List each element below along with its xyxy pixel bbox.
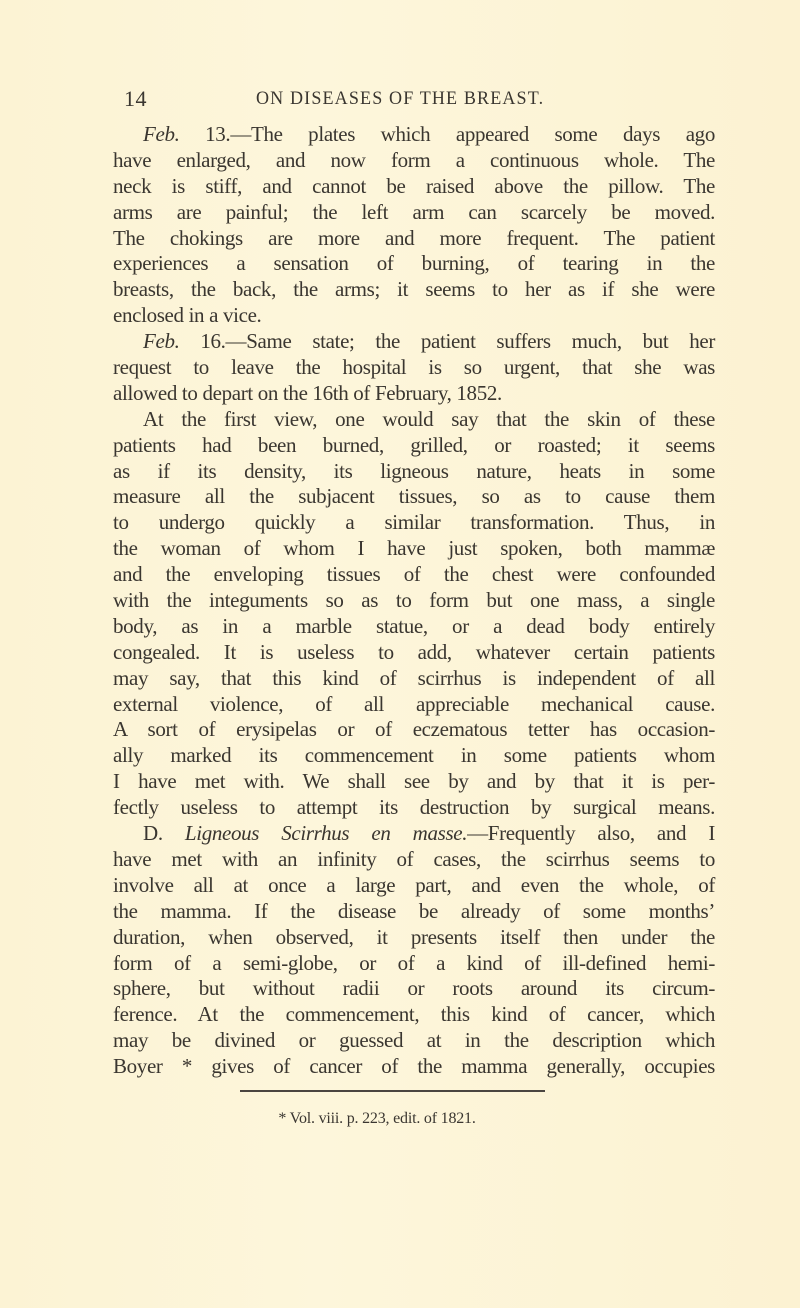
body-text xyxy=(113,122,715,1080)
text-line xyxy=(113,692,715,718)
text-line xyxy=(113,562,715,588)
line-text: body, as in a marble statue, or a dead body entirely xyxy=(113,613,715,638)
line-text: fectly useless to attempt its destruction by surgical means. xyxy=(113,795,715,820)
text-line xyxy=(113,976,715,1002)
text-line xyxy=(113,899,715,925)
text-line xyxy=(113,588,715,614)
text-line xyxy=(113,951,715,977)
line-text: to undergo quickly a similar transformation. Thus, in xyxy=(113,510,715,535)
running-title: ON DISEASES OF THE BREAST. xyxy=(256,88,545,109)
text-line xyxy=(113,873,715,899)
line-text: I have met with. We shall see by and by that it is per- xyxy=(113,769,715,794)
line-text: may say, that this kind of scirrhus is independent of all xyxy=(113,665,715,690)
line-text: breasts, the back, the arms; it seems to her as if she were xyxy=(113,277,715,302)
text-line xyxy=(113,355,715,381)
text-line xyxy=(113,510,715,536)
text-line xyxy=(113,122,715,148)
line-text: The chokings are more and more frequent. The patient xyxy=(113,225,715,250)
line-text: At the first view, one would say that the skin of these xyxy=(143,406,715,431)
text-line xyxy=(113,174,715,200)
line-text: congealed. It is useless to add, whatever certain patients xyxy=(113,639,715,664)
line-text: Boyer * gives of cancer of the mamma generally, occupies xyxy=(113,1054,715,1079)
line-text: may be divined or guessed at in the description which xyxy=(113,1028,715,1053)
line-text: duration, when observed, it presents itself then under the xyxy=(113,924,715,949)
text-line xyxy=(113,433,715,459)
line-text: sphere, but without radii or roots around its circum- xyxy=(113,976,715,1001)
line-text: ference. At the commencement, this kind of cancer, which xyxy=(113,1002,715,1027)
line-text: 16.—Same state; the patient suffers much, but her xyxy=(179,329,715,354)
text-line xyxy=(113,666,715,692)
line-text: neck is stiff, and cannot be raised above the pillow. The xyxy=(113,173,715,198)
line-text: ally marked its commencement in some patients whom xyxy=(113,743,715,768)
line-text: allowed to depart on the 16th of February, 1852. xyxy=(113,380,502,405)
italic-heading: Ligneous Scirrhus en masse. xyxy=(184,821,468,846)
line-text: with the integuments so as to form but one mass, a single xyxy=(113,588,715,613)
italic-heading: Feb. xyxy=(143,329,180,354)
line-prefix: D. xyxy=(143,821,185,846)
line-text: enclosed in a vice. xyxy=(113,303,262,328)
line-text: the mamma. If the disease be already of some months’ xyxy=(113,898,715,923)
text-line xyxy=(113,795,715,821)
text-line xyxy=(113,459,715,485)
text-line xyxy=(113,148,715,174)
page-number: 14 xyxy=(124,86,147,111)
line-text: external violence, of all appreciable mechanical cause. xyxy=(113,691,715,716)
line-text: and the enveloping tissues of the chest were confounded xyxy=(113,562,715,587)
text-line xyxy=(113,821,715,847)
line-text: experiences a sensation of burning, of tearing in the xyxy=(113,251,715,276)
line-text: request to leave the hospital is so urgent, that she was xyxy=(113,355,715,380)
text-line xyxy=(113,484,715,510)
text-line xyxy=(113,1054,715,1080)
text-line xyxy=(113,640,715,666)
text-line xyxy=(113,536,715,562)
text-line xyxy=(113,1028,715,1054)
line-text: form of a semi-globe, or of a kind of ill-defined hemi- xyxy=(113,950,715,975)
line-text: involve all at once a large part, and even the whole, of xyxy=(113,872,715,897)
line-text: —Frequently also, and I xyxy=(467,821,715,846)
text-line xyxy=(113,226,715,252)
italic-heading: Feb. xyxy=(143,122,180,146)
text-line xyxy=(113,717,715,743)
text-line xyxy=(113,381,715,407)
text-line xyxy=(113,614,715,640)
footnote xyxy=(0,1110,800,1128)
line-text: the woman of whom I have just spoken, both mammæ xyxy=(113,536,715,561)
text-line xyxy=(113,1002,715,1028)
running-head xyxy=(124,86,724,116)
text-line xyxy=(113,329,715,355)
text-line xyxy=(113,743,715,769)
text-line xyxy=(113,200,715,226)
text-line xyxy=(113,925,715,951)
line-text: A sort of erysipelas or of eczematous tetter has occasion- xyxy=(113,717,715,742)
text-line xyxy=(113,303,715,329)
text-line xyxy=(113,769,715,795)
line-text: measure all the subjacent tissues, so as to cause them xyxy=(113,484,715,509)
text-line xyxy=(113,277,715,303)
text-line xyxy=(113,251,715,277)
text-line xyxy=(113,407,715,433)
footnote-rule xyxy=(240,1090,545,1092)
footnote-text: * Vol. viii. p. 223, edit. of 1821. xyxy=(278,1110,476,1127)
line-text: 13.—The plates which appeared some days ago xyxy=(179,122,715,146)
line-text: have met with an infinity of cases, the scirrhus seems to xyxy=(113,846,715,871)
line-text: have enlarged, and now form a continuous whole. The xyxy=(113,147,715,172)
line-text: as if its density, its ligneous nature, heats in some xyxy=(113,458,715,483)
line-text: patients had been burned, grilled, or roasted; it seems xyxy=(113,432,715,457)
text-line xyxy=(113,847,715,873)
line-text: arms are painful; the left arm can scarcely be moved. xyxy=(113,199,715,224)
